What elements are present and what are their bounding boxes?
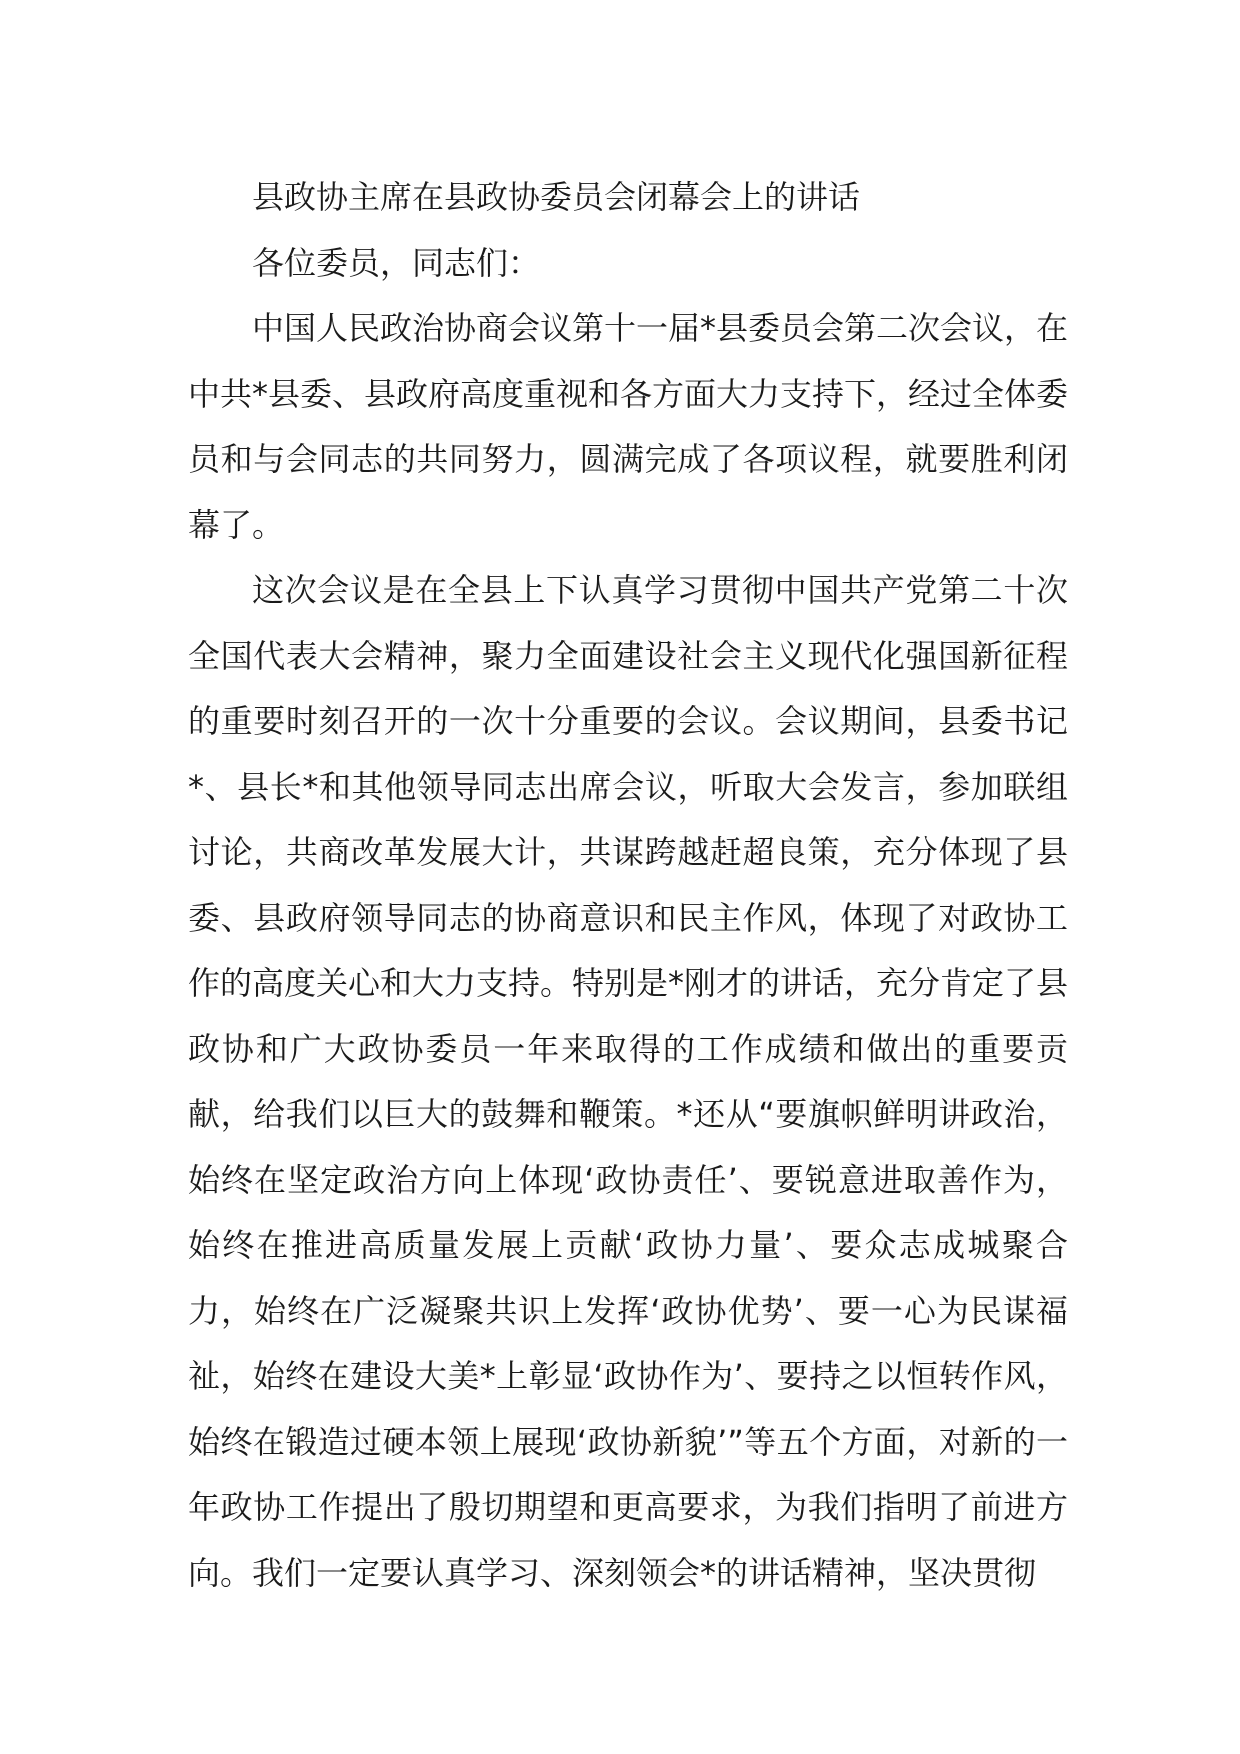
body-paragraph-1: 中国人民政治协商会议第十一届*县委员会第二次会议，在中共*县委、县政府高度重视和各方面大力支持下，经过全体委员和与会同志的共同努力，圆满完成了各项议程，就要胜利闭幕了。 bbox=[188, 309, 1069, 544]
document-page bbox=[188, 165, 1068, 1606]
salutation: 各位委员，同志们： bbox=[252, 243, 541, 282]
document-title: 县政协主席在县政协委员会闭幕会上的讲话 bbox=[252, 178, 861, 216]
body-paragraph-2: 这次会议是在全县上下认真学习贯彻中国共产党第二十次全国代表大会精神，聚力全面建设社会主义现代化强国新征程的重要时刻召开的一次十分重要的会议。会议期间，县委书记*、县长*和其他领导同志出席会议，听取大会发言，参加联组讨论，共商改革发展大计，共谋跨越赶超良策，充分体现了县委、县政府领导同志的协商意识和民主作风，体现了对政协工作的高度关心和大力支持。特别是*刚才的讲话，充分肯定了县政协和广大政协委员一年来取得的工作成绩和做出的重要贡献，给我们以巨大的鼓舞和鞭策。*还从“要旗帜鲜明讲政治，始终在坚定政治方向上体现‘政协责任’、要锐意进取善作为，始终在推进高质量发展上贡献‘政协力量’、要众志成城聚合力，始终在广泛凝聚共识上发挥‘政协优势’、要一心为民谋福祉，始终在建设大美*上彰显‘政协作为’、要持之以恒转作风，始终在锻造过硬本领上展现‘政协新貌’”等五个方面，对新的一年政协工作提出了殷切期望和更高要求，为我们指明了前进方向。我们一定要认真学习、深刻领会*的讲话精神，坚决贯彻 bbox=[188, 571, 1069, 1592]
